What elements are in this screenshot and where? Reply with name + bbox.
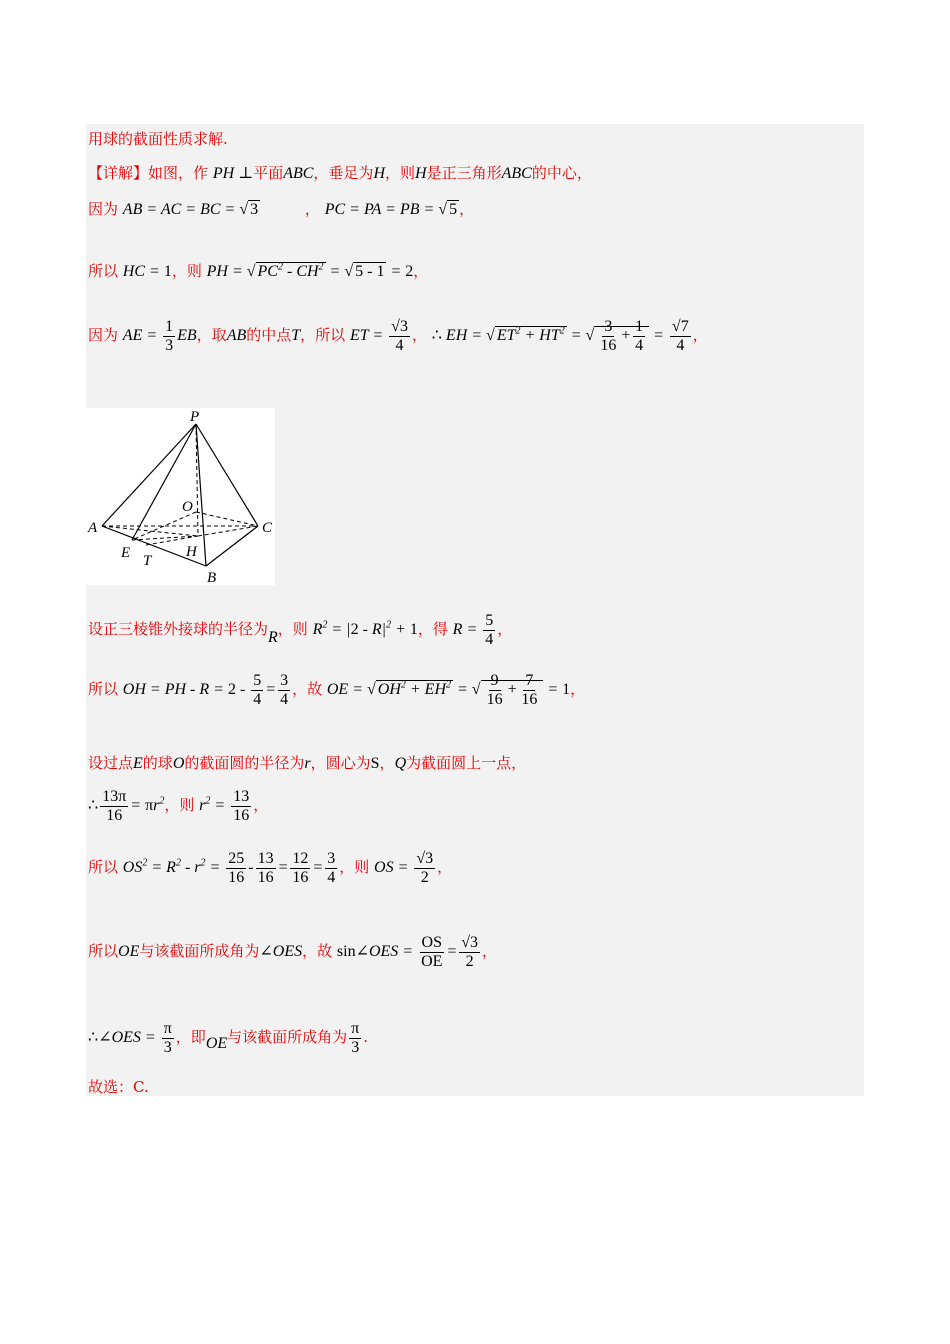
math-r-eq: $R^2 = |2 - R|^2 + 1$ (312, 619, 418, 639)
pyramid-figure (86, 408, 275, 585)
math-angle: ∠OES (259, 943, 303, 961)
math-oe3: OE (205, 1035, 228, 1053)
detail-tag: 【详解】 (88, 164, 149, 182)
math-et: ET = $\frac{√3}{4}$ (349, 318, 408, 354)
intro-text: 用球的截面性质求解. (88, 130, 228, 148)
math-ab: AB (226, 327, 247, 345)
math-r2: $r^2$ = $\frac{13}{16}$ (199, 788, 250, 824)
text: ，取 (196, 326, 227, 345)
text: . (363, 1028, 369, 1047)
text: 是正三角形 (426, 164, 502, 182)
text: ， (570, 680, 586, 699)
text: ，则 (171, 262, 202, 280)
text: ， (437, 858, 453, 877)
text: ，故 (302, 942, 333, 961)
detail-line (88, 162, 592, 183)
text: ，则 (164, 796, 195, 815)
text: ， (692, 326, 708, 345)
text: 所以 (88, 942, 119, 961)
text: ， (379, 754, 395, 772)
label-o: O (182, 499, 193, 515)
text: 与该截面所成角为 (139, 942, 260, 961)
math-ae: AE = $\frac{1}{3}$ EB (122, 318, 197, 354)
r-squared-line (88, 788, 268, 825)
answer-text: 故选：C. (88, 1078, 149, 1096)
text: ，圆心为 (310, 754, 371, 772)
text: 所以 (88, 680, 119, 699)
label-t: T (143, 553, 152, 569)
text: ，则 (277, 620, 308, 639)
text: ，则 (385, 164, 416, 182)
math-t: T (291, 327, 301, 345)
text: ， (253, 796, 269, 815)
math-q: Q (394, 755, 407, 772)
math-eh: ∴ EH = √ $ET^2 + HT^2$ = √ $\frac{3}{16}$ + $\frac{1}{4}$ = $\frac{√7}{4}$ (431, 318, 689, 354)
math-abc: ABC (283, 165, 314, 182)
math-hc: HC = 1 (122, 263, 172, 280)
text: ， (411, 326, 427, 345)
text: ， (497, 620, 513, 639)
oh-oe-line (88, 672, 585, 709)
label-h: H (186, 544, 197, 560)
math-s: S (370, 755, 380, 772)
text: 平面 (253, 164, 284, 182)
text: 的中心， (531, 164, 592, 182)
ph-line (88, 260, 428, 281)
text: ， (482, 942, 498, 961)
text: 所以 (88, 262, 119, 280)
math-angle-val: ∴∠OES = $\frac{\pi}{3}$ (88, 1020, 172, 1056)
label-c: C (262, 520, 273, 536)
text: ，垂足为 (313, 164, 374, 182)
text: 设过点 (88, 754, 134, 772)
math-oh: OH = PH - R = 2 - $\frac{5}{4}$ = $\frac{3}{4}$ (122, 672, 289, 708)
given-lengths-line (88, 198, 474, 219)
os-line (88, 850, 452, 887)
text: 所以 (88, 858, 119, 877)
math-pc-pa-pb: PC = PA = PB = √ 5 (324, 201, 458, 218)
edge-bc (206, 526, 258, 566)
text: 的中点 (246, 326, 292, 345)
math-r-val: R = $\frac{5}{4}$ (452, 612, 494, 648)
label-p: P (190, 409, 200, 425)
text: ，得 (417, 620, 448, 639)
math-os2: $OS^2 = R^2 - r^2$ = $\frac{25}{16}$ - $\frac{13}{16}$ = $\frac{12}{16}$ = $\frac{3}{4}$ (122, 850, 336, 886)
math-sin: sin∠OES = $\frac{OS}{OE}$ = $\frac{√3}{2}$ (336, 934, 478, 970)
math-area: ∴ $\frac{13\pi}{16}$ = $\pi r^2$ (88, 788, 165, 824)
intro-line (88, 128, 228, 149)
text: ，故 (292, 680, 323, 699)
math-e: E (133, 755, 143, 772)
text: 的截面圆的半径为 (184, 754, 305, 772)
segment-pe (132, 424, 196, 540)
math-ph-perp: PH ⊥ (212, 165, 254, 182)
math-pi3: $\frac{\pi}{3}$ (351, 1020, 360, 1056)
math-oe2: OE (118, 943, 140, 961)
segment-hc (198, 526, 258, 536)
math-ab-ac-bc: AB = AC = BC = √ 3 (122, 201, 259, 218)
label-a: A (88, 520, 98, 536)
text: ，则 (339, 858, 370, 877)
segment-oc (196, 512, 258, 526)
text: ， (413, 262, 429, 280)
math-small-r: r (304, 755, 311, 772)
label-b: B (207, 570, 217, 585)
math-h2: H (415, 165, 427, 182)
radius-line (88, 612, 512, 649)
math-ph: PH = √ $PC^2 - CH^2$ = √ 5 - 1 = 2 (206, 261, 414, 280)
edge-pc (196, 424, 258, 526)
text: 与该截面所成角为 (227, 1028, 348, 1047)
text: ， (304, 200, 320, 218)
pyramid-diagram (86, 408, 275, 585)
text: 为截面圆上一点， (406, 754, 527, 772)
text: 的球 (142, 754, 173, 772)
answer-line (88, 1076, 149, 1097)
math-os: OS = $\frac{√3}{2}$ (374, 850, 434, 886)
section-circle-line (88, 752, 526, 773)
math-h: H (373, 165, 385, 182)
text: ，所以 (300, 326, 346, 345)
text: 因为 (88, 200, 119, 218)
text: 如图，作 (148, 164, 209, 182)
eh-line (88, 318, 708, 355)
text: 设正三棱锥外接球的半径为 (88, 620, 269, 639)
math-r: R (268, 629, 278, 647)
math-o: O (172, 755, 185, 772)
angle-result-line (88, 1020, 368, 1057)
math-oe: OE = √ $OH^2 + EH^2$ = √ $\frac{9}{16}$ + $\frac{7}{16}$ = 1 (326, 672, 571, 708)
text: 因为 (88, 326, 119, 345)
math-abc2: ABC (501, 165, 532, 182)
angle-sin-line (88, 934, 497, 971)
text: ， (459, 200, 475, 218)
text: ，即 (175, 1028, 206, 1047)
label-e: E (121, 545, 131, 561)
